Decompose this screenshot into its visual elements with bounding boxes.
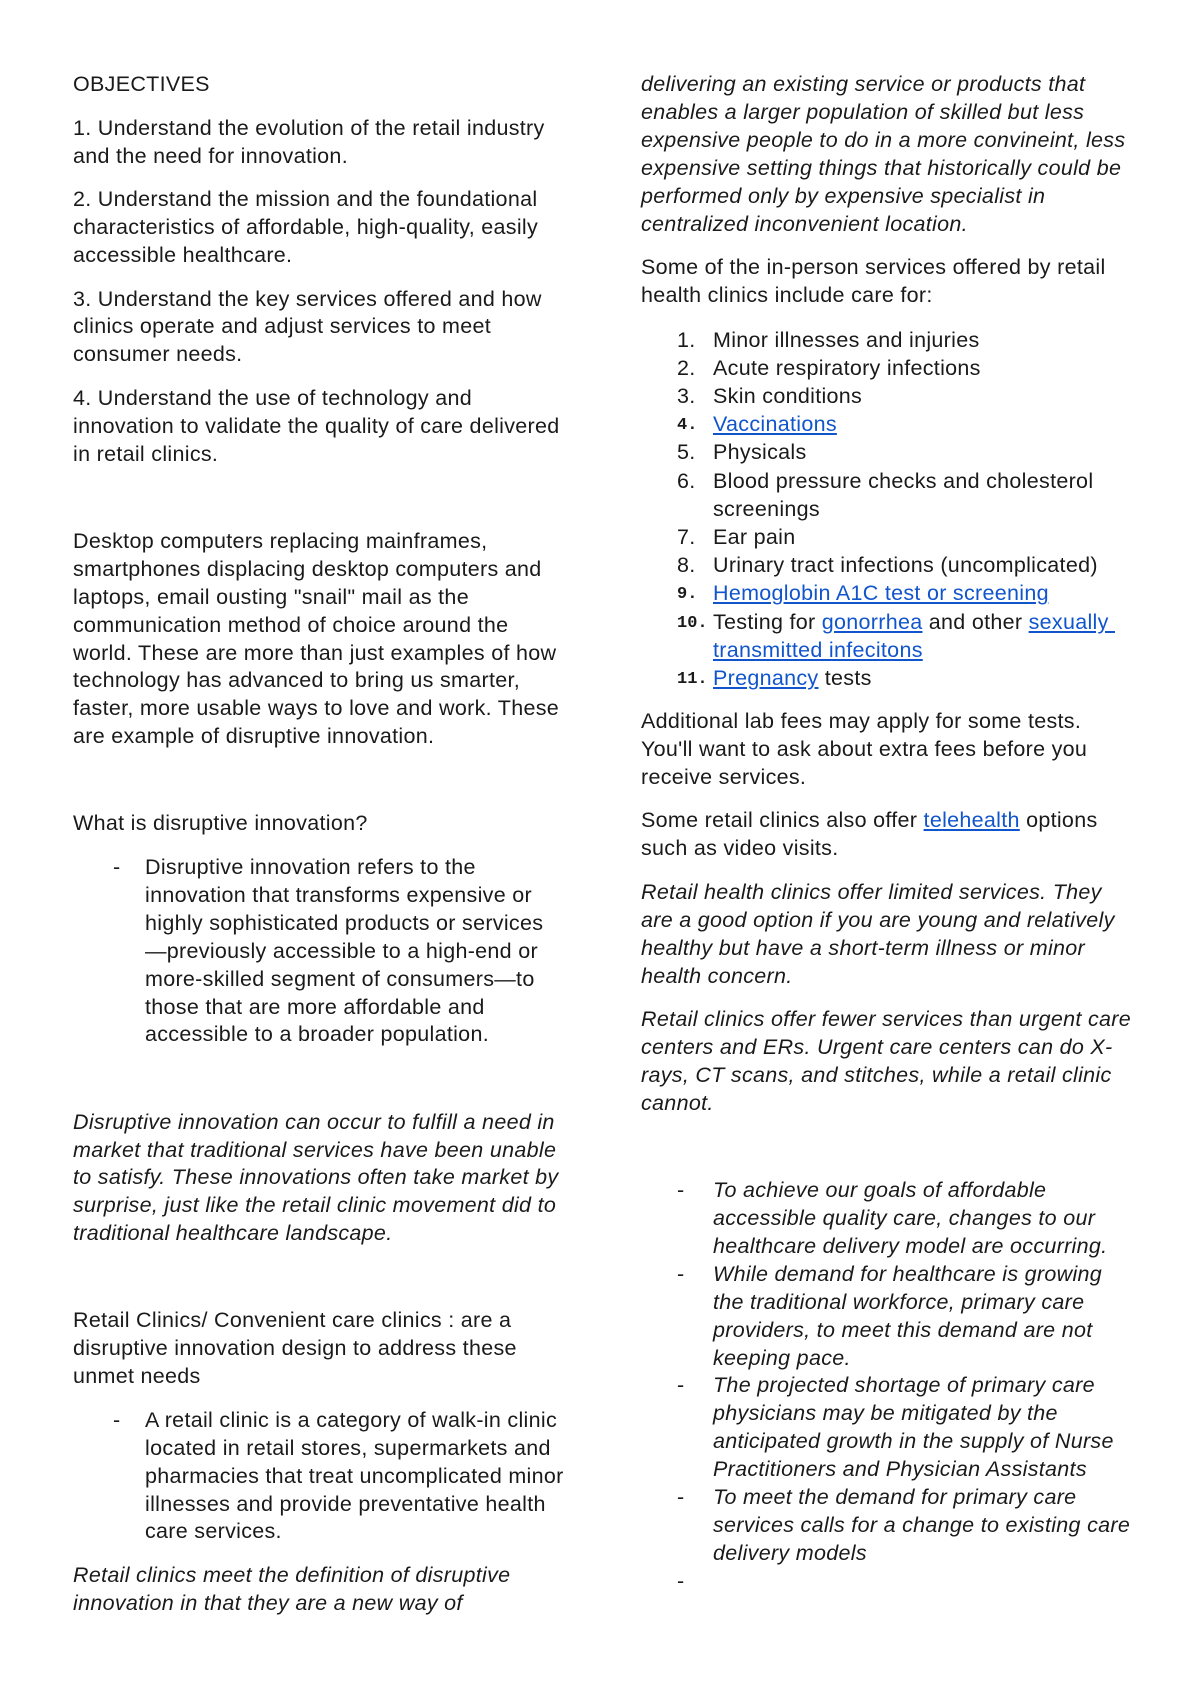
intro-paragraph: Desktop computers replacing mainframes, smartphones displacing desktop computers and laptops, email ousting "snail" mail as the communication method of choice around the world. These are more than just examples of how technology has advanced to bring us smarter, faster, more usable ways to love and work. These are example of disruptive innovation. (73, 528, 560, 749)
empty-line (73, 1264, 613, 1292)
objectives-heading: OBJECTIVES (73, 72, 210, 96)
bullet-text: The projected shortage of primary care physicians may be mitigated by the anticipated growth in the supply of Nurse Practitioners and Physician Assistants (713, 1373, 1114, 1482)
limited-services-paragraph: Retail health clinics offer limited services. They are a good option if you are young and relatively healthy but have a short-term illness or minor health concern. (641, 879, 1115, 988)
service-text: Ear pain (713, 525, 796, 550)
sexually-transmitted-infections-link[interactable]: sexually transmitted infecitons (713, 609, 1109, 662)
objective-1: 1. Understand the evolution of the retail industry and the need for innovation. (73, 115, 545, 168)
list-number: 4. (677, 416, 698, 436)
objective-2: 2. Understand the mission and the foundational characteristics of affordable, high-quality, easily accessible healthcare. (73, 187, 539, 267)
empty-line (641, 1133, 1190, 1161)
fewer-services-paragraph: Retail clinics offer fewer services than urgent care centers and ERs. Urgent care centers can do X- rays, CT scans, and stitches, while a retail clinic cannot. (641, 1007, 1131, 1115)
empty-line (73, 767, 613, 795)
bullet-marker: - (677, 1568, 685, 1593)
objective-3: 3. Understand the key services offered and how clinics operate and adjust services to meet consumer needs. (73, 286, 542, 367)
workforce-bullet (641, 1177, 1190, 1261)
service-item (641, 523, 1190, 551)
gonorrhea-link[interactable]: gonorrhea (821, 609, 923, 634)
workforce-bullet (641, 1568, 1190, 1596)
workforce-bullet (641, 1261, 1190, 1373)
hemoglobin-a1c-link[interactable]: Hemoglobin A1C test or screening (713, 581, 1049, 606)
bullet-marker: - (677, 1485, 685, 1510)
service-item (641, 579, 1190, 607)
definition-paragraph-continued: delivering an existing service or products that enables a larger population of skilled but less expensive people to do in a more convineint, less expensive setting things that historically could be performed only by expensive specialist in centralized inconvenient location. (641, 72, 1126, 236)
bullet-text: Disruptive innovation refers to the innovation that transforms expensive or highly sophisticated products or services —previously accessible to a high-end or more-skilled segment of consumers—to those that are more affordable and accessible to a broader population. (145, 855, 544, 1047)
bullet-marker: - (677, 1373, 685, 1398)
list-number: 6. (677, 468, 696, 493)
list-number: 8. (677, 553, 696, 578)
service-item (641, 664, 1190, 692)
service-item (641, 608, 1190, 664)
service-text: Skin conditions (713, 384, 863, 409)
services-intro: Some of the in-person services offered by retail health clinics include care for: (641, 255, 1106, 308)
service-item (641, 467, 1190, 523)
telehealth-link[interactable]: telehealth (923, 808, 1020, 833)
paragraph-text: options such as video visits. (641, 808, 1098, 861)
list-number: 5. (677, 440, 696, 465)
list-number: 3. (677, 384, 696, 409)
bullet-marker: - (677, 1178, 685, 1203)
bullet-text: While demand for healthcare is growing the traditional workforce, primary care providers, to meet this demand are not keeping pace. (713, 1261, 1103, 1370)
workforce-bullet (641, 1372, 1190, 1484)
left-column (73, 71, 613, 1634)
list-number: 9. (677, 585, 698, 605)
list-number: 7. (677, 525, 696, 550)
empty-line (73, 484, 613, 512)
service-text: Acute respiratory infections (713, 355, 981, 380)
retail-clinic-bullet-list (73, 1407, 613, 1547)
empty-line (73, 1065, 613, 1093)
bullet-marker: - (677, 1261, 685, 1286)
list-number: 1. (677, 327, 696, 352)
service-text: Physicals (713, 440, 807, 465)
pregnancy-link[interactable]: Pregnancy (713, 666, 819, 691)
bullet-text: A retail clinic is a category of walk-in clinic located in retail stores, supermarkets and pharmacies that treat uncomplicated minor illnesses and provide preventative health care services. (145, 1407, 564, 1544)
service-text: Urinary tract infections (uncomplicated) (713, 553, 1098, 578)
bullet-marker: - (113, 1407, 121, 1432)
definition-paragraph-start: Retail clinics meet the definition of disruptive innovation in that they are a new way of (73, 1563, 511, 1615)
workforce-bullet-list (641, 1177, 1190, 1596)
services-list (641, 326, 1190, 693)
lab-fees-paragraph: Additional lab fees may apply for some tests. You'll want to ask about extra fees before you receive services. (641, 708, 1088, 789)
list-number: 11. (677, 670, 708, 690)
bullet-text: To meet the demand for primary care services calls for a change to existing care delivery models (713, 1485, 1131, 1565)
right-column (641, 71, 1190, 1611)
service-text: Blood pressure checks and cholesterol screenings (713, 468, 1094, 521)
question-heading: What is disruptive innovation? (73, 811, 368, 836)
service-item (641, 382, 1190, 410)
list-number: 2. (677, 355, 696, 380)
paragraph-text: Some retail clinics also offer (641, 808, 924, 833)
workforce-bullet (641, 1484, 1190, 1568)
list-number: 10. (677, 613, 708, 633)
definition-bullet (73, 854, 613, 1049)
definition-bullet-list (73, 854, 613, 1049)
service-text: Testing for (713, 609, 822, 634)
service-item (641, 326, 1190, 354)
market-paragraph: Disruptive innovation can occur to fulfill a need in market that traditional services have been unable to satisfy. These innovations often take market by surprise, just like the retail clinic movement did to traditional healthcare landscape. (73, 1109, 559, 1246)
objective-4: 4. Understand the use of technology and innovation to validate the quality of care delivered in retail clinics. (73, 385, 560, 466)
service-text: tests (818, 666, 872, 691)
vaccinations-link[interactable]: Vaccinations (713, 412, 837, 437)
service-item (641, 438, 1190, 466)
retail-clinics-paragraph: Retail Clinics/ Convenient care clinics : are a disruptive innovation design to address these unmet needs (73, 1308, 517, 1389)
retail-clinic-bullet (73, 1407, 613, 1547)
service-item (641, 410, 1190, 438)
service-text: Minor illnesses and injuries (713, 327, 980, 352)
service-item (641, 551, 1190, 579)
telehealth-paragraph (641, 807, 1190, 863)
bullet-marker: - (113, 855, 121, 879)
service-text: and other (922, 609, 1029, 634)
bullet-text: To achieve our goals of affordable accessible quality care, changes to our healthcare delivery model are occurring. (713, 1178, 1108, 1258)
service-item (641, 354, 1190, 382)
